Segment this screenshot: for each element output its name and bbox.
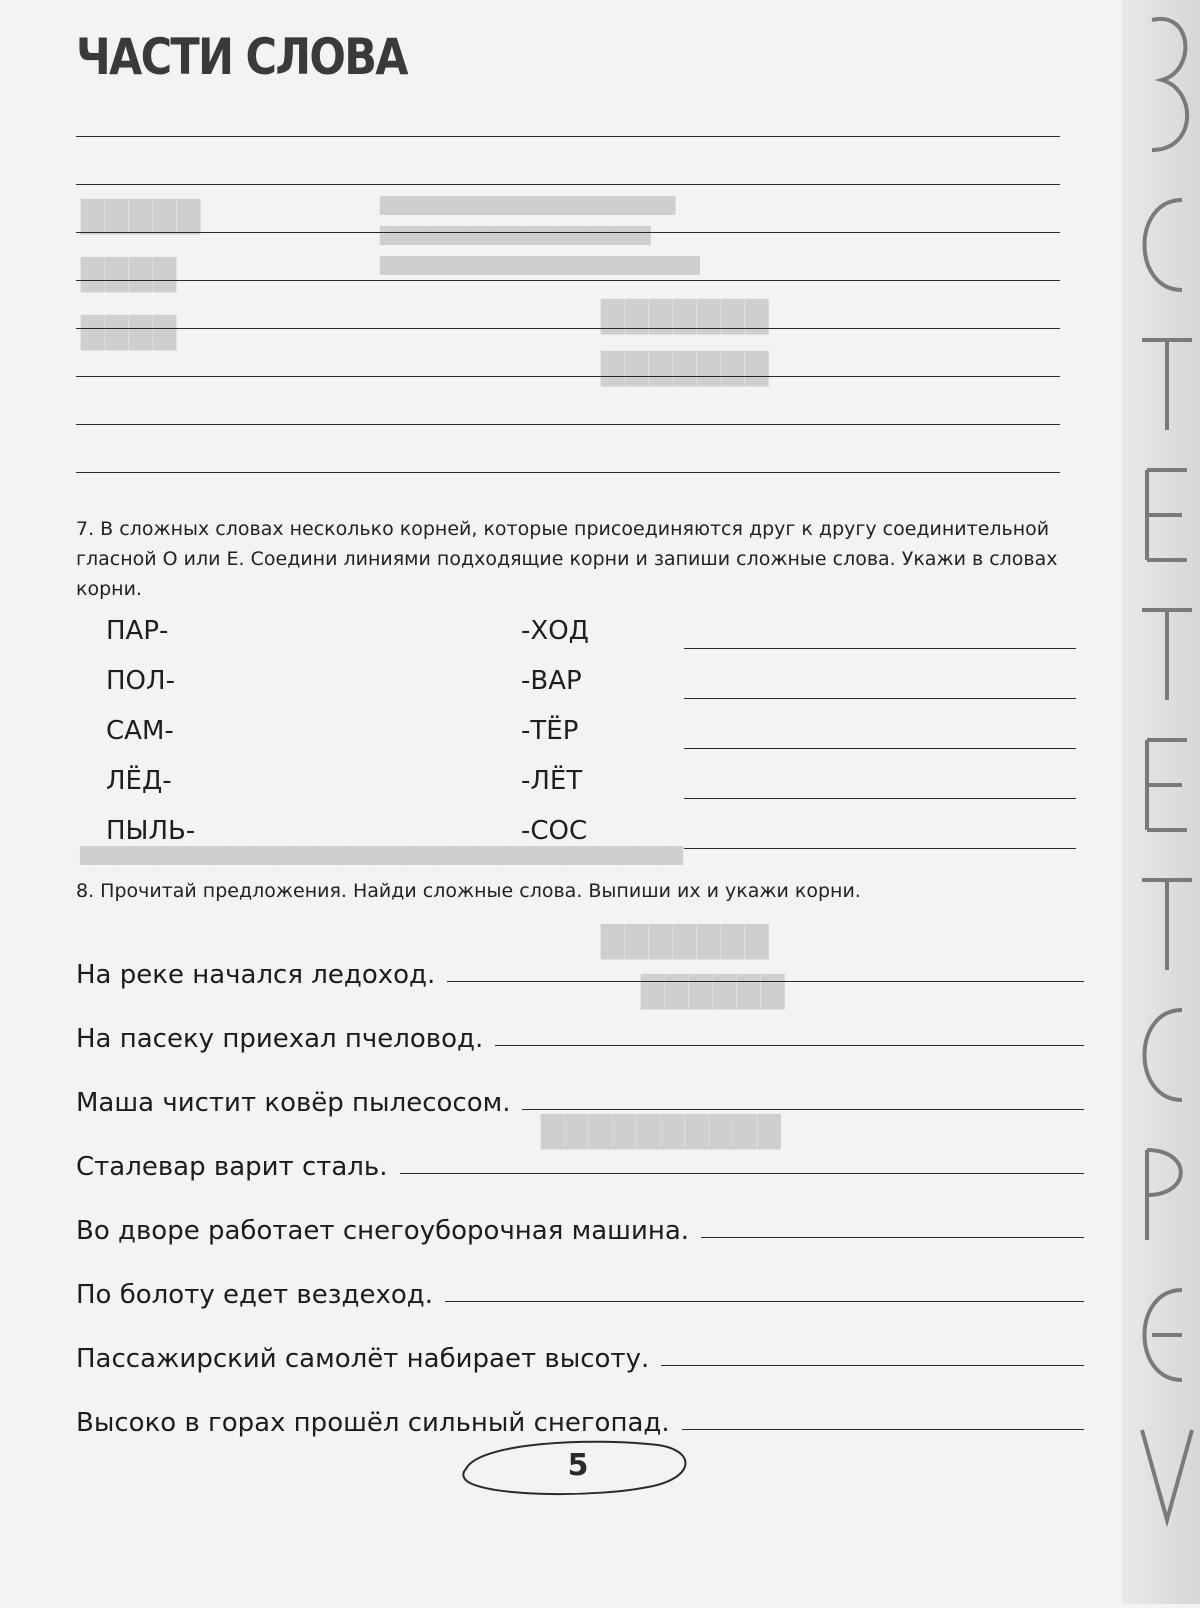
sentence-row bbox=[76, 1014, 1084, 1054]
sentence-row bbox=[76, 1270, 1084, 1310]
decorative-letters-icon bbox=[1122, 0, 1200, 1604]
task-8-instructions: 8. Прочитай предложения. Найди сложные слова. Выпиши их и укажи корни. bbox=[76, 880, 861, 902]
left-root[interactable]: САМ- bbox=[106, 716, 174, 746]
answer-line[interactable] bbox=[661, 1365, 1084, 1366]
sentence-text: Маша чистит ковёр пылесосом. bbox=[76, 1088, 511, 1118]
page-number: 5 bbox=[567, 1448, 589, 1483]
right-root[interactable]: -ТЁР bbox=[521, 716, 579, 746]
sentence-text: На пасеку приехал пчеловод. bbox=[76, 1024, 484, 1054]
answer-line[interactable] bbox=[701, 1237, 1084, 1238]
workbook-page: █████ ████ ████ ███████ ███████ ███████ ██████ ██████████ ████████████████████████ ██████████████████████ ██████████████████████████ █████████████████████████████████████████████████ ЧАСТИ СЛОВА 7. В сложных словах несколько корней, которые присоединяются друг к другу соединительной гласной О или Е. Соедини линиями подходящие корни и запиши сложные слова. Укажи в словах корни. ПАР- ПОЛ- САМ- ЛЁД- ПЫЛЬ- -ХОД -ВАР -ТЁР -ЛЁТ -СОС 8. Прочитай предложения. Найди сложные слова. Выпиши их и укажи корни. На реке начался ледоход. На пасеку приехал пчеловод. Маша чистит ковёр пылесосом. Сталевар варит сталь. Во дворе работает снегоуборочная машина. По болоту едет вездеход. Пассажирский самолёт набирает высоту. Высоко в горах прошёл сильный снегопад. 5 bbox=[0, 0, 1200, 1604]
side-decoration bbox=[1122, 0, 1200, 1604]
sentence-row bbox=[76, 1206, 1084, 1246]
answer-line[interactable] bbox=[447, 981, 1084, 982]
page-title: ЧАСТИ СЛОВА bbox=[76, 28, 407, 86]
answer-line[interactable] bbox=[495, 1045, 1084, 1046]
right-root[interactable]: -СОС bbox=[521, 816, 588, 846]
sentence-text: По болоту едет вездеход. bbox=[76, 1280, 434, 1310]
sentence-row bbox=[76, 1078, 1084, 1118]
left-root[interactable]: ПЫЛЬ- bbox=[106, 816, 196, 846]
sentence-row bbox=[76, 1398, 1084, 1438]
sentence-text: На реке начался ледоход. bbox=[76, 960, 436, 990]
right-root[interactable]: -ВАР bbox=[521, 666, 582, 696]
answer-line[interactable] bbox=[684, 698, 1076, 699]
sentence-text: Высоко в горах прошёл сильный снегопад. bbox=[76, 1408, 670, 1438]
answer-line[interactable] bbox=[684, 748, 1076, 749]
task-7-instructions: 7. В сложных словах несколько корней, которые присоединяются друг к другу соединительной гласной О или Е. Соедини линиями подходящие корни и запиши сложные слова. Укажи в словах корни. bbox=[76, 518, 1058, 600]
sentence-row bbox=[76, 1334, 1084, 1374]
answer-line[interactable] bbox=[445, 1301, 1084, 1302]
left-root[interactable]: ПАР- bbox=[106, 616, 169, 646]
answer-line[interactable] bbox=[684, 648, 1076, 649]
left-root[interactable]: ЛЁД- bbox=[106, 766, 172, 796]
sentence-text: Пассажирский самолёт набирает высоту. bbox=[76, 1344, 650, 1374]
right-root[interactable]: -ЛЁТ bbox=[521, 766, 583, 796]
page-number-badge bbox=[458, 1435, 698, 1505]
sentence-text: Сталевар варит сталь. bbox=[76, 1152, 388, 1182]
answer-line[interactable] bbox=[684, 798, 1076, 799]
answer-line[interactable] bbox=[684, 848, 1076, 849]
answer-line[interactable] bbox=[400, 1173, 1084, 1174]
answer-line[interactable] bbox=[522, 1109, 1084, 1110]
sentence-text: Во дворе работает снегоуборочная машина. bbox=[76, 1216, 690, 1246]
right-root[interactable]: -ХОД bbox=[521, 616, 589, 646]
sentence-row bbox=[76, 950, 1084, 990]
sentence-row bbox=[76, 1142, 1084, 1182]
answer-line[interactable] bbox=[682, 1429, 1084, 1430]
left-root[interactable]: ПОЛ- bbox=[106, 666, 175, 696]
